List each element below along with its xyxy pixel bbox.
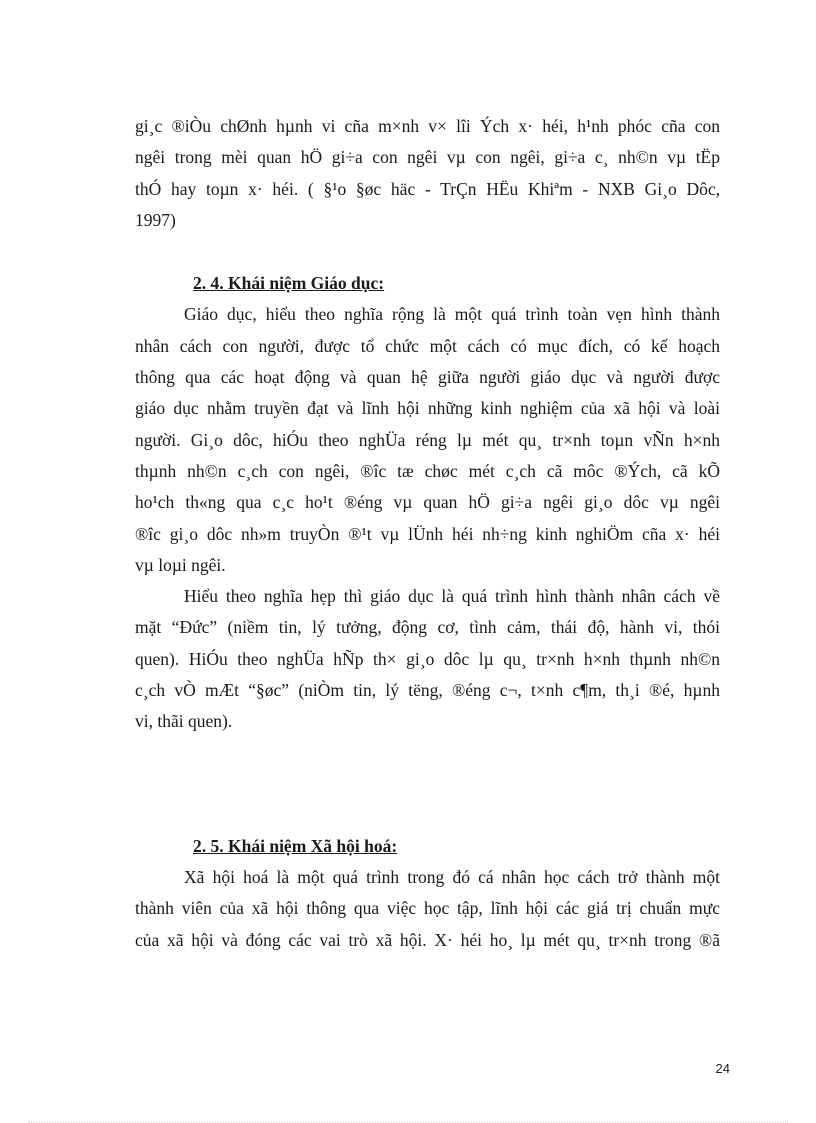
paragraph-top	[135, 111, 720, 236]
text-line: giáo dục nhằm truyền đạt và lĩnh hội những kinh nghiệm của xã hội và loài	[135, 398, 720, 419]
text-line: của xã hội và đóng các vai trò xã hội. X· héi ho¸ lµ mét qu¸ tr×nh trong ®ã	[135, 929, 720, 950]
text-line: thÓ hay toµn x· héi. ( §¹o §øc häc - TrÇn HËu Khiªm - NXB Gi¸o Dôc,	[135, 178, 720, 199]
text-line: thành viên của xã hội thông qua việc học tập, lĩnh hội các giá trị chuẩn mực	[135, 898, 720, 919]
text-line: Hiểu theo nghĩa hẹp thì giáo dục là quá trình hình thành nhân cách về	[184, 586, 720, 607]
text-line: quen). HiÓu theo nghÜa hÑp th× gi¸o dôc lµ qu¸ tr×nh h×nh thµnh nh©n	[135, 648, 720, 669]
text-line: người. Gi¸o dôc, hiÓu theo nghÜa réng lµ mét qu¸ tr×nh toµn vÑn h×nh	[135, 429, 720, 450]
text-line: ®îc gi¸o dôc nh»m truyÒn ®¹t vµ lÜnh héi nh÷ng kinh nghiÖm cña x· héi	[135, 523, 720, 544]
text-line: ho¹ch th«ng qua c¸c ho¹t ®éng vµ quan hÖ gi÷a ngêi gi¸o dôc vµ ngêi	[135, 492, 720, 513]
text-line: c¸ch vÒ mÆt “§øc” (niÒm tin, lý tëng, ®éng c¬, t×nh c¶m, th¸i ®é, hµnh	[135, 680, 720, 701]
text-line: thµnh nh©n c¸ch con ngêi, ®îc tæ chøc mét c¸ch cã môc ®Ých, cã kÕ	[135, 460, 720, 481]
text-line: 1997)	[135, 209, 176, 230]
text-line: Xã hội hoá là một quá trình trong đó cá nhân học cách trở thành một	[184, 866, 720, 887]
page-body	[135, 111, 720, 956]
text-line: gi¸c ®iÒu chØnh hµnh vi cña m×nh v× lîi Ých x· héi, h¹nh phóc cña con	[135, 116, 720, 136]
text-line: ngêi trong mèi quan hÖ gi÷a con ngêi vµ con ngêi, gi÷a c¸ nh©n vµ tËp	[135, 147, 720, 168]
text-line: nhân cách con người, được tổ chức một cách có mục đích, có kế hoạch	[135, 335, 720, 356]
section-heading-2-4: 2. 4. Khái niệm Giáo dục:	[193, 273, 385, 294]
text-line: Giáo dục, hiểu theo nghĩa rộng là một quá trình toàn vẹn hình thành	[184, 304, 720, 325]
paragraph-giao-duc-narrow	[135, 581, 720, 737]
section-heading-2-5: 2. 5. Khái niệm Xã hội hoá:	[193, 835, 398, 856]
text-line: thông qua các hoạt động và quan hệ giữa người giáo dục và người được	[135, 367, 720, 388]
text-line: vi, thãi quen).	[135, 711, 233, 732]
text-line: vµ loµi ngêi.	[135, 554, 226, 575]
paragraph-giao-duc-broad	[135, 299, 720, 581]
text-line: mặt “Đức” (niềm tin, lý tưởng, động cơ, tình cảm, thái độ, hành vi, thói	[135, 617, 720, 638]
page-number: 24	[715, 1061, 730, 1076]
paragraph-xa-hoi-hoa	[135, 862, 720, 956]
